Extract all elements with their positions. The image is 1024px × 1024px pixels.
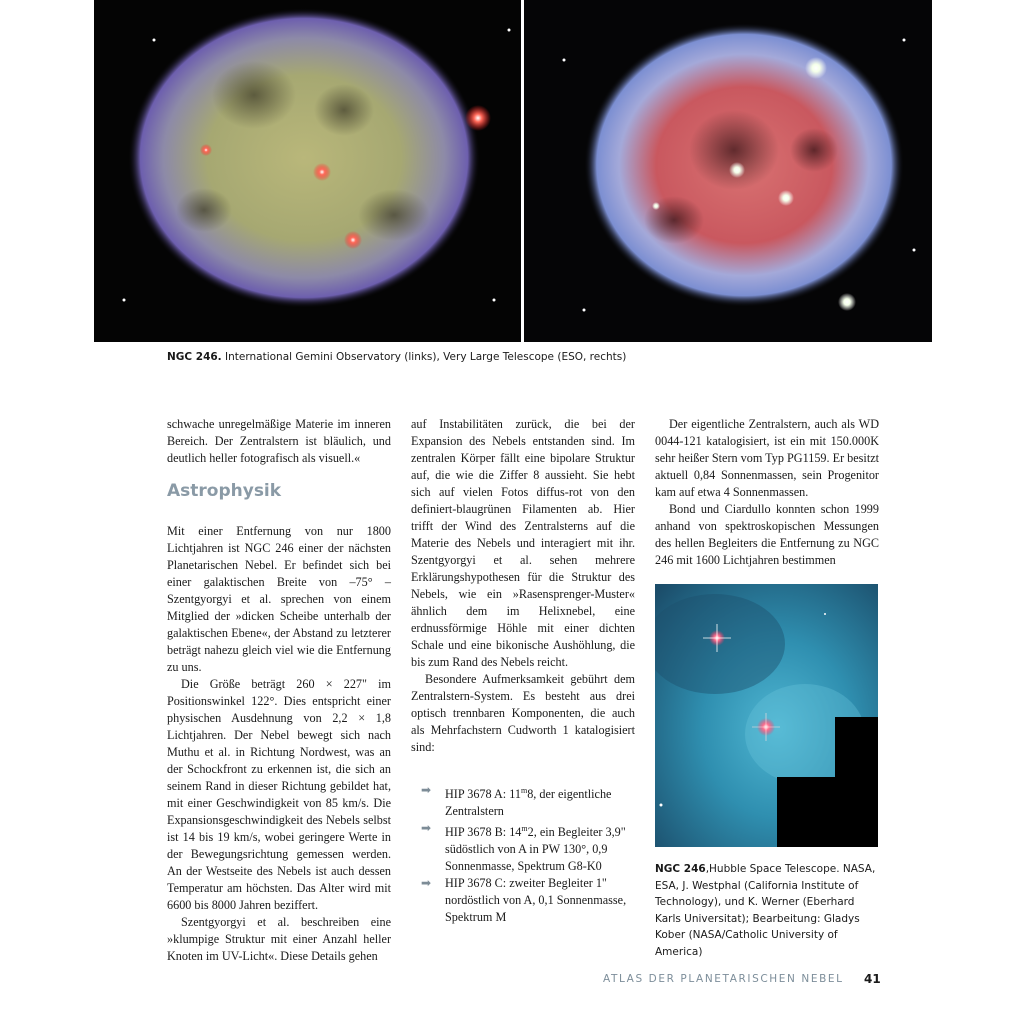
- list-item-text-cont: 2, ein Begleiter 3,9" südöstlich von A in PW 130°, 0,9 Sonnenmasse, Spektrum G8-K0: [445, 825, 626, 874]
- gemini-nebula-photo: [94, 0, 521, 342]
- caption-label: NGC 246.: [167, 351, 222, 363]
- list-item-text-cont: 8, der eigentliche Zentralstern: [445, 787, 612, 819]
- col1-paragraph-4: Szentgyorgyi et al. beschreiben eine »klumpige Struktur mit einer Anzahl heller Knoten im UV-Licht«. Diese Details gehen: [167, 915, 391, 963]
- list-item-text: HIP 3678 C: zweiter Begleiter 1" nordöstlich von A, 0,1 Sonnenmasse, Spektrum M: [445, 876, 627, 925]
- caption-text: International Gemini Observatory (links), Very Large Telescope (ESO, rechts): [225, 351, 627, 363]
- hubble-caption-label: NGC 246: [655, 863, 706, 875]
- hubble-nebula-photo: [655, 584, 878, 847]
- hubble-photo-caption: [655, 861, 880, 960]
- gemini-nebula-image: [94, 0, 521, 342]
- vlt-nebula-image: [524, 0, 932, 342]
- col2-paragraph-1: auf Instabilitäten zurück, die bei der Expansion des Nebels entstanden sind. Im zentralen Körper fällt eine bipolare Struktur auf, die wie die Ziffer 8 aussieht. Sie hebt sich auf vielen Fotos diffus-rot von den definiert-blaugrünen Filamenten ab. Hier trifft der Wind des Zentralsterns auf die Materie des Nebels und interagiert mit ihr. Szentgyorgyi et al. sehen mehrere Erklärungshypothesen für die Struktur des Nebels, wie ein »Rasensprenger-Muster« ähnlich dem im Helixnebel, eine erdnussförmige Höhle mit einer dichten Schale und eine bikonische Aushöhlung, die bis zum Rand des Nebels reicht.: [411, 417, 635, 669]
- col1-paragraph-1: schwache unregelmäßige Materie im inneren Bereich. Der Zentralstern ist bläulich, und deutlich heller fotografisch als visuell.«: [167, 417, 391, 465]
- list-item-text: HIP 3678 A: 11: [445, 787, 521, 802]
- col3-paragraph-2: Bond und Ciardullo konnten schon 1999 anhand von spektroskopischen Messungen des hellen Begleiters die Entfernung zu NGC 246 mit 1600 Lichtjahren bestimmen: [655, 502, 879, 567]
- text-column-3: [655, 416, 879, 569]
- list-item: [411, 782, 635, 820]
- magnitude-sup: m: [520, 786, 528, 795]
- page-number: 41: [864, 972, 881, 986]
- col1-paragraph-3: Die Größe beträgt 260 × 227" im Positionswinkel 122°. Dies entspricht einer physischen Ausdehnung von 2,2 × 1,8 Lichtjahren. Der Nebel bewegt sich nach Muthu et al. in Richtung Nordwest, was an der Schockfront zu erkennen ist, die sich an seinem Rand in dieser Richtung gebildet hat, mit einer Geschwindigkeit von 85 km/s. Die Expansionsgeschwindigkeit des Nebels selbst ist 14 bis 19 km/s, wobei geringere Werte in der Bewegungsrichtung gemessen werden. An der Westseite des Nebels ist auch dessen Temperatur am höchsten. Das Alter wird mit 6600 bis 8000 Jahren beziffert.: [167, 677, 391, 912]
- col3-paragraph-1: Der eigentliche Zentralstern, auch als WD 0044-121 katalogisiert, ist ein mit 150.000K sehr heißer Stern vom Typ PG1159. Er besitzt aktuell 0,84 Sonnenmassen, sein Progenitor kam auf etwa 4 Sonnenmassen.: [655, 417, 879, 499]
- section-heading: Astrophysik: [167, 481, 282, 501]
- arrow-right-icon: ➡: [421, 821, 432, 836]
- hubble-nebula-image: [655, 584, 878, 847]
- list-item: [411, 875, 635, 926]
- col1-paragraph-2: Mit einer Entfernung von nur 1800 Lichtjahren ist NGC 246 einer der nächsten Planetarischen Nebel. Er befindet sich bei einer galaktischen Breite von –75° – Szentgyorgyi et al. sprechen von einem Mitglied der »dicken Scheibe unterhalb der galaktischen Ebene«, der Abstand zu letzterer beträgt nahezu gleich viel wie die Entfernung zu uns.: [167, 524, 391, 674]
- hubble-caption-text: ,Hubble Space Telescope. NASA, ESA, J. Westphal (California Institute of Technology), und K. Werner (Eberhard Karls Universitat); Bearbeitung: Gladys Kober (NASA/Catholic University of America): [655, 863, 876, 958]
- running-footer-title: ATLAS DER PLANETARISCHEN NEBEL: [603, 973, 844, 985]
- text-column-2: [411, 416, 635, 926]
- arrow-right-icon: ➡: [421, 783, 432, 797]
- vlt-nebula-photo: [524, 0, 932, 342]
- magnitude-sup: m: [521, 824, 528, 834]
- col2-paragraph-2: Besondere Aufmerksamkeit gebührt dem Zentralstern-System. Es besteht aus drei optisch trennbaren Komponenten, die auch als Mehrfachstern Cudworth 1 katalogisiert sind:: [411, 672, 635, 754]
- list-item-text: HIP 3678 B: 14: [445, 825, 522, 840]
- list-item: [411, 820, 635, 875]
- arrow-right-icon: ➡: [421, 876, 432, 891]
- star-components-list: [411, 782, 635, 926]
- text-column-1: [167, 416, 391, 965]
- top-photo-caption: [167, 349, 867, 366]
